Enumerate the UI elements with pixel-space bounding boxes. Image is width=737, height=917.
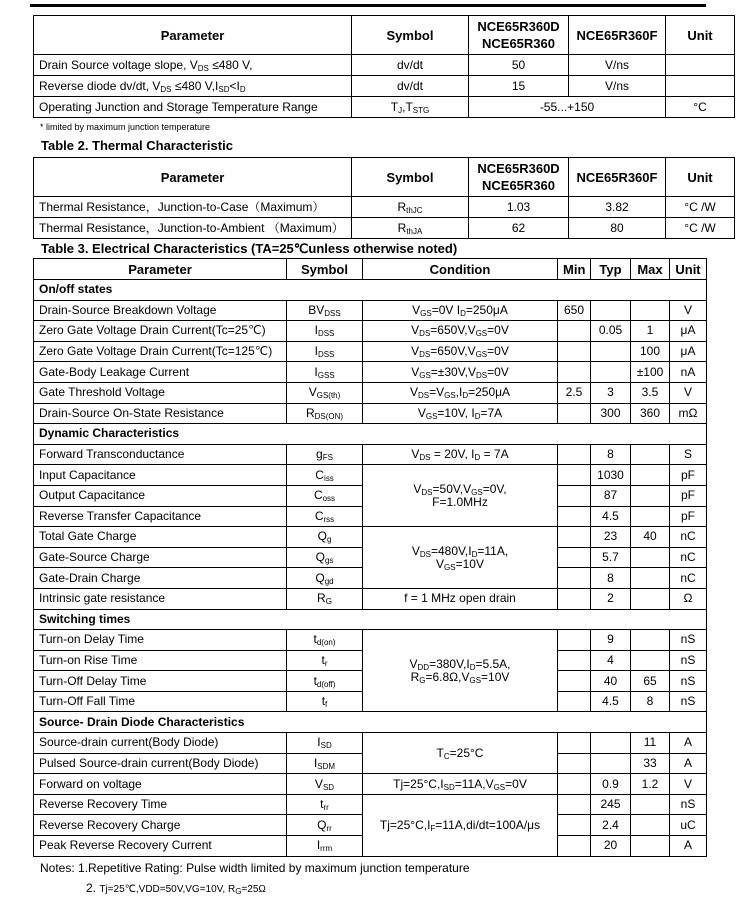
table-row <box>34 630 707 651</box>
param-cell: Peak Reverse Recovery Current <box>34 836 287 857</box>
header-part-a2: NCE65R360 <box>482 36 555 51</box>
header-part-b: NCE65R360F <box>569 16 666 55</box>
value-a-cell: 62 <box>469 218 569 239</box>
typ-cell: 0.05 <box>591 321 631 342</box>
unit-cell: S <box>670 444 707 465</box>
param-cell: Gate Threshold Voltage <box>34 382 287 403</box>
symbol-cell: $Q_{rr}$ <box>287 815 363 836</box>
table-absolute-ratings-continued <box>33 15 735 118</box>
unit-cell: nA <box>670 362 707 383</box>
unit-cell: A <box>670 836 707 857</box>
unit-cell: μA <box>670 321 707 342</box>
symbol-cell: $I_{SDM}$ <box>287 753 363 774</box>
section-dynamic <box>34 424 707 445</box>
typ-cell: 20 <box>591 836 631 857</box>
unit-cell: mΩ <box>670 403 707 424</box>
min-cell <box>558 753 591 774</box>
header-unit: Unit <box>670 259 707 280</box>
min-cell <box>558 465 591 486</box>
max-cell <box>631 650 670 671</box>
value-b-cell: 3.82 <box>569 197 666 218</box>
condition-cell: $V_{GS}=0V$ $I_D=250\mu A$ <box>363 300 558 321</box>
max-cell <box>631 547 670 568</box>
min-cell <box>558 362 591 383</box>
table-row <box>34 733 707 754</box>
symbol-cell: $V_{GS(th)}$ <box>287 382 363 403</box>
max-cell <box>631 815 670 836</box>
max-cell <box>631 836 670 857</box>
section-label: On/off states <box>34 280 707 301</box>
min-cell <box>558 691 591 712</box>
unit-cell: nC <box>670 547 707 568</box>
max-cell: 11 <box>631 733 670 754</box>
symbol-cell: $C_{oss}$ <box>287 485 363 506</box>
condition-cell: $V_{DS}=V_{GS},I_D=250\mu A$ <box>363 382 558 403</box>
param-cell: Turn-on Delay Time <box>34 630 287 651</box>
min-cell <box>558 506 591 527</box>
unit-cell: nS <box>670 630 707 651</box>
header-part-b: NCE65R360F <box>569 158 666 197</box>
section-diode <box>34 712 707 733</box>
max-cell: 40 <box>631 527 670 548</box>
param-cell: Forward Transconductance <box>34 444 287 465</box>
param-cell: Turn-Off Delay Time <box>34 671 287 692</box>
min-cell <box>558 774 591 795</box>
param-cell: Operating Junction and Storage Temperature Range <box>34 97 352 118</box>
unit-cell: pF <box>670 485 707 506</box>
max-cell <box>631 568 670 589</box>
typ-cell <box>591 300 631 321</box>
min-cell <box>558 403 591 424</box>
table-row <box>34 794 707 815</box>
min-cell <box>558 836 591 857</box>
condition-cell: $Tj=25^\circ C,I_{SD}=11A,V_{GS}=0V$ <box>363 774 558 795</box>
min-cell <box>558 815 591 836</box>
param-cell: Input Capacitance <box>34 465 287 486</box>
max-cell <box>631 485 670 506</box>
table-row <box>34 774 707 795</box>
table-row <box>34 55 735 76</box>
symbol-cell: $R_G$ <box>287 588 363 609</box>
table-row <box>34 76 735 97</box>
unit-cell: μA <box>670 341 707 362</box>
unit-cell: pF <box>670 465 707 486</box>
header-parameter: Parameter <box>34 158 352 197</box>
symbol-cell: dv/dt <box>352 76 469 97</box>
symbol-cell: $t_r$ <box>287 650 363 671</box>
unit-cell: nC <box>670 527 707 548</box>
param-cell: Drain-Source On-State Resistance <box>34 403 287 424</box>
condition-cell: $V_{DD}=380V,I_D=5.5A$, $R_G=6.8\Omega,V_{GS}=10V$ <box>363 630 558 712</box>
table-row <box>34 362 707 383</box>
min-cell <box>558 630 591 651</box>
min-cell <box>558 485 591 506</box>
param-cell: Reverse Recovery Charge <box>34 815 287 836</box>
condition-cell: $T_C=25^\circ C$ <box>363 733 558 774</box>
unit-cell <box>666 55 735 76</box>
param-cell: Zero Gate Voltage Drain Current(Tc=125℃) <box>34 341 287 362</box>
header-parameter: Parameter <box>34 259 287 280</box>
unit-cell: A <box>670 753 707 774</box>
max-cell: ±100 <box>631 362 670 383</box>
max-cell <box>631 465 670 486</box>
min-cell <box>558 650 591 671</box>
param-cell: Thermal Resistance，Junction-to-Case（Maximum） <box>34 197 352 218</box>
table-row <box>34 403 707 424</box>
max-cell: 8 <box>631 691 670 712</box>
value-b-cell: 80 <box>569 218 666 239</box>
header-part-a1: NCE65R360D <box>477 19 560 34</box>
condition-cell: $V_{DS}=650V,V_{GS}=0V$ <box>363 341 558 362</box>
typ-cell: 87 <box>591 485 631 506</box>
param-cell: Total Gate Charge <box>34 527 287 548</box>
section-label: Dynamic Characteristics <box>34 424 707 445</box>
param-cell: Forward on voltage <box>34 774 287 795</box>
unit-cell: A <box>670 733 707 754</box>
table-row <box>34 444 707 465</box>
max-cell: 3.5 <box>631 382 670 403</box>
param-cell: Output Capacitance <box>34 485 287 506</box>
symbol-cell: $R_{thJC}$ <box>352 197 469 218</box>
header-parameter: Parameter <box>34 16 352 55</box>
unit-cell: V <box>670 774 707 795</box>
typ-cell: 23 <box>591 527 631 548</box>
condition-cell: $V_{GS}=\pm 30V,V_{DS}=0V$ <box>363 362 558 383</box>
header-part-a <box>469 16 569 55</box>
unit-cell: nS <box>670 691 707 712</box>
symbol-cell: dv/dt <box>352 55 469 76</box>
min-cell <box>558 547 591 568</box>
param-cell: Reverse diode dv/dt, $V_{DS} \le 480$ $V,I_{SD}<I_D$ <box>34 76 352 97</box>
symbol-cell: $t_{d(off)}$ <box>287 671 363 692</box>
param-cell: Drain Source voltage slope, $V_{DS} \le 480$ V, <box>34 55 352 76</box>
symbol-cell: $C_{iss}$ <box>287 465 363 486</box>
unit-cell <box>666 76 735 97</box>
symbol-cell: $C_{rss}$ <box>287 506 363 527</box>
typ-cell <box>591 753 631 774</box>
header-symbol: Symbol <box>352 158 469 197</box>
param-cell: Gate-Source Charge <box>34 547 287 568</box>
symbol-cell: $Q_{gd}$ <box>287 568 363 589</box>
typ-cell: 40 <box>591 671 631 692</box>
symbol-cell: $T_J,T_{STG}$ <box>352 97 469 118</box>
condition-cell: $V_{DS}=480V,I_D=11A$, $V_{GS}=10V$ <box>363 527 558 589</box>
typ-cell <box>591 362 631 383</box>
notes-line-2: 2. Tj=25℃,VDD=50V,VG=10V, $R_G=25\Omega$ <box>86 881 266 896</box>
param-cell: Reverse Transfer Capacitance <box>34 506 287 527</box>
typ-cell: 4.5 <box>591 506 631 527</box>
unit-cell: °C /W <box>666 218 735 239</box>
header-symbol: Symbol <box>287 259 363 280</box>
typ-cell: 245 <box>591 794 631 815</box>
condition-cell: $Tj=25^\circ C,I_F=11A,di/dt=100A/\mu s$ <box>363 794 558 856</box>
param-cell: Gate-Drain Charge <box>34 568 287 589</box>
header-typ: Typ <box>591 259 631 280</box>
header-part-a2: NCE65R360 <box>482 178 555 193</box>
footnote: * limited by maximum junction temperature <box>40 122 211 132</box>
max-cell <box>631 630 670 651</box>
max-cell <box>631 794 670 815</box>
table-row <box>34 321 707 342</box>
param-cell: Thermal Resistance，Junction-to-Ambient （Maximum） <box>34 218 352 239</box>
section-label: Source- Drain Diode Characteristics <box>34 712 707 733</box>
typ-cell <box>591 341 631 362</box>
param-cell: Pulsed Source-drain current(Body Diode) <box>34 753 287 774</box>
param-cell: Drain-Source Breakdown Voltage <box>34 300 287 321</box>
min-cell <box>558 794 591 815</box>
section-label: Switching times <box>34 609 707 630</box>
max-cell <box>631 300 670 321</box>
value-b-cell: V/ns <box>569 76 666 97</box>
max-cell <box>631 588 670 609</box>
param-cell: Zero Gate Voltage Drain Current(Tc=25℃) <box>34 321 287 342</box>
section-switching <box>34 609 707 630</box>
typ-cell: 3 <box>591 382 631 403</box>
condition-cell: $V_{DS} = 20V$, $I_D = 7A$ <box>363 444 558 465</box>
symbol-cell: $Q_{gs}$ <box>287 547 363 568</box>
table-row <box>34 588 707 609</box>
typ-cell: 2.4 <box>591 815 631 836</box>
value-a-cell: 15 <box>469 76 569 97</box>
value-ab-cell: -55...+150 <box>469 97 666 118</box>
min-cell: 2.5 <box>558 382 591 403</box>
typ-cell: 8 <box>591 444 631 465</box>
unit-cell: Ω <box>670 588 707 609</box>
table-row <box>34 341 707 362</box>
header-symbol: Symbol <box>352 16 469 55</box>
condition-cell: f = 1 MHz open drain <box>363 588 558 609</box>
max-cell <box>631 506 670 527</box>
min-cell <box>558 588 591 609</box>
symbol-cell: $t_{d(on)}$ <box>287 630 363 651</box>
value-a-cell: 50 <box>469 55 569 76</box>
symbol-cell: $V_{SD}$ <box>287 774 363 795</box>
table3-caption: Table 3. Electrical Characteristics (TA=25℃unless otherwise noted) <box>41 241 458 256</box>
condition-cell: $V_{DS}=50V,V_{GS}=0V$, F=1.0MHz <box>363 465 558 527</box>
value-a-cell: 1.03 <box>469 197 569 218</box>
max-cell <box>631 444 670 465</box>
header-condition: Condition <box>363 259 558 280</box>
min-cell <box>558 321 591 342</box>
min-cell: 650 <box>558 300 591 321</box>
max-cell: 65 <box>631 671 670 692</box>
unit-cell: pF <box>670 506 707 527</box>
max-cell: 360 <box>631 403 670 424</box>
unit-cell: nS <box>670 650 707 671</box>
typ-cell: 8 <box>591 568 631 589</box>
min-cell <box>558 444 591 465</box>
value-b-cell: V/ns <box>569 55 666 76</box>
header-unit: Unit <box>666 158 735 197</box>
top-rule <box>30 4 706 7</box>
max-cell: 100 <box>631 341 670 362</box>
header-unit: Unit <box>666 16 735 55</box>
unit-cell: uC <box>670 815 707 836</box>
symbol-cell: $R_{DS(ON)}$ <box>287 403 363 424</box>
param-cell: Turn-on Rise Time <box>34 650 287 671</box>
unit-cell: nS <box>670 671 707 692</box>
symbol-cell: $t_{rr}$ <box>287 794 363 815</box>
unit-cell: °C <box>666 97 735 118</box>
typ-cell: 5.7 <box>591 547 631 568</box>
unit-cell: nC <box>670 568 707 589</box>
param-cell: Turn-Off Fall Time <box>34 691 287 712</box>
table2-caption: Table 2. Thermal Characteristic <box>41 138 233 153</box>
header-part-a1: NCE65R360D <box>477 161 560 176</box>
min-cell <box>558 671 591 692</box>
symbol-cell: $t_f$ <box>287 691 363 712</box>
symbol-cell: $I_{SD}$ <box>287 733 363 754</box>
typ-cell: 4 <box>591 650 631 671</box>
table-row <box>34 97 735 118</box>
table-row <box>34 527 707 548</box>
header-max: Max <box>631 259 670 280</box>
symbol-cell: $I_{DSS}$ <box>287 321 363 342</box>
table-row <box>34 300 707 321</box>
symbol-cell: $BV_{DSS}$ <box>287 300 363 321</box>
max-cell: 33 <box>631 753 670 774</box>
typ-cell: 300 <box>591 403 631 424</box>
min-cell <box>558 341 591 362</box>
min-cell <box>558 527 591 548</box>
header-min: Min <box>558 259 591 280</box>
typ-cell: 2 <box>591 588 631 609</box>
table-row <box>34 465 707 486</box>
param-cell: Gate-Body Leakage Current <box>34 362 287 383</box>
param-cell: Intrinsic gate resistance <box>34 588 287 609</box>
table-row <box>34 218 735 239</box>
min-cell <box>558 733 591 754</box>
typ-cell: 0.9 <box>591 774 631 795</box>
max-cell: 1.2 <box>631 774 670 795</box>
section-onoff <box>34 280 707 301</box>
notes-line-1: Notes: 1.Repetitive Rating: Pulse width limited by maximum junction temperature <box>40 861 470 875</box>
header-part-a <box>469 158 569 197</box>
condition-cell: $V_{DS}=650V,V_{GS}=0V$ <box>363 321 558 342</box>
symbol-cell: $I_{GSS}$ <box>287 362 363 383</box>
typ-cell: 9 <box>591 630 631 651</box>
table-electrical <box>33 258 707 857</box>
table-row <box>34 197 735 218</box>
table-row <box>34 382 707 403</box>
unit-cell: V <box>670 300 707 321</box>
param-cell: Reverse Recovery Time <box>34 794 287 815</box>
unit-cell: V <box>670 382 707 403</box>
symbol-cell: $R_{thJA}$ <box>352 218 469 239</box>
symbol-cell: $g_{FS}$ <box>287 444 363 465</box>
symbol-cell: $Q_g$ <box>287 527 363 548</box>
param-cell: Source-drain current(Body Diode) <box>34 733 287 754</box>
typ-cell: 1030 <box>591 465 631 486</box>
unit-cell: °C /W <box>666 197 735 218</box>
unit-cell: nS <box>670 794 707 815</box>
table-thermal <box>33 157 735 239</box>
min-cell <box>558 568 591 589</box>
symbol-cell: $I_{rrm}$ <box>287 836 363 857</box>
typ-cell: 4.5 <box>591 691 631 712</box>
condition-cell: $V_{GS}=10V$, $I_D=7A$ <box>363 403 558 424</box>
symbol-cell: $I_{DSS}$ <box>287 341 363 362</box>
max-cell: 1 <box>631 321 670 342</box>
typ-cell <box>591 733 631 754</box>
